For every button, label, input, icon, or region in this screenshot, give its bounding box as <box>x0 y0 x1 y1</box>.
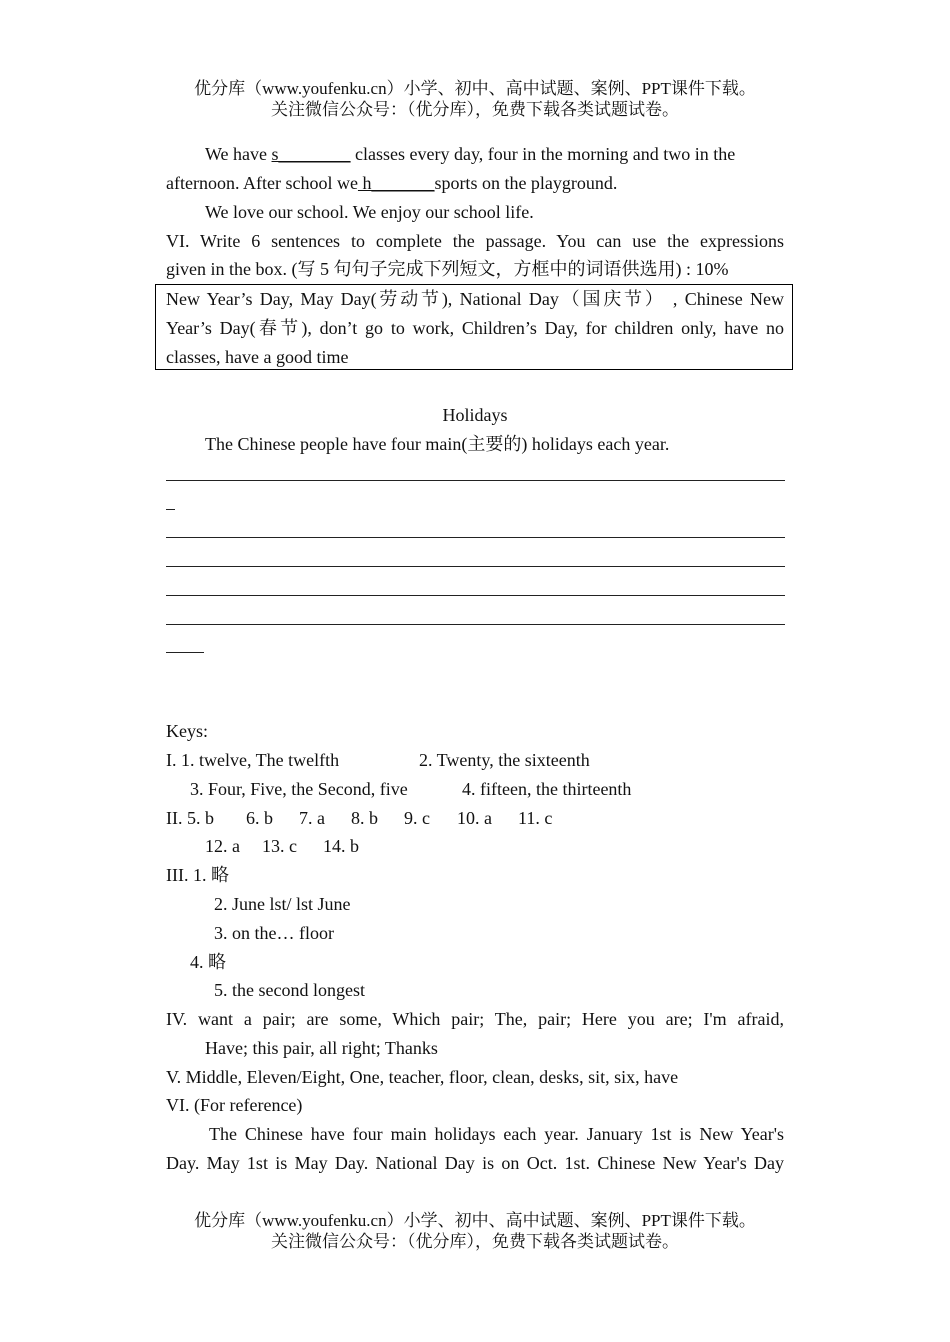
key-3-line-b: 2. June lst/ lst June <box>214 894 351 914</box>
passage-text: classes every day, four in the morning and two in the <box>350 144 736 164</box>
writing-line <box>166 509 175 510</box>
key-2-item: 14. b <box>323 836 359 856</box>
fill-blank-1: s________ <box>271 144 351 164</box>
key-2-item: II. 5. b <box>166 808 214 828</box>
passage-text: We have <box>205 144 272 164</box>
holidays-title: Holidays <box>442 405 508 425</box>
key-3-line-e: 5. the second longest <box>214 980 365 1000</box>
writing-line <box>166 595 785 596</box>
writing-line <box>166 480 785 481</box>
key-2-item: 13. c <box>262 836 297 856</box>
key-1-line-c: 3. Four, Five, the Second, five <box>190 779 408 799</box>
passage-line-3: We love our school. We enjoy our school life. <box>205 202 534 222</box>
passage-text: sports on the playground. <box>434 173 618 193</box>
key-1-line-b: 2. Twenty, the sixteenth <box>419 750 590 770</box>
section-6-instruction-line1: VI. Write 6 sentences to complete the passage. You can use the expressions <box>166 231 784 251</box>
writing-line <box>166 537 785 538</box>
passage-line-2 <box>166 171 617 195</box>
writing-line <box>166 566 785 567</box>
key-2-item: 7. a <box>299 808 325 828</box>
key-2-item: 8. b <box>351 808 378 828</box>
page-footer-line1: 优分库（www.youfenku.cn）小学、初中、高中试题、案例、PPT课件下载。 <box>194 1211 756 1230</box>
key-3-line-c: 3. on the… floor <box>214 923 334 943</box>
key-2-item: 6. b <box>246 808 273 828</box>
holidays-intro: The Chinese people have four main(主要的) holidays each year. <box>205 434 670 454</box>
passage-text: afternoon. After school we <box>166 173 358 193</box>
reference-line-1: The Chinese have four main holidays each year. January 1st is New Year's <box>209 1124 784 1144</box>
key-1-line-a: I. 1. twelve, The twelfth <box>166 750 340 770</box>
key-2-item: 9. c <box>404 808 430 828</box>
writing-line <box>166 652 204 653</box>
key-2-item: 10. a <box>457 808 492 828</box>
expression-box-line2: Year’s Day(春节), don’t go to work, Children’s Day, for children only, have no <box>166 318 784 338</box>
passage-line-1 <box>205 142 735 166</box>
page-header-line2: 关注微信公众号：（优分库），免费下载各类试题试卷。 <box>271 100 679 119</box>
key-1-line-d: 4. fifteen, the thirteenth <box>462 779 632 799</box>
fill-blank-2: h_______ <box>357 173 435 193</box>
page-footer-line2: 关注微信公众号：（优分库），免费下载各类试题试卷。 <box>271 1232 679 1251</box>
key-4-line-b: Have; this pair, all right; Thanks <box>205 1038 438 1058</box>
key-6-line: VI. (For reference) <box>166 1095 303 1115</box>
key-4-line-a: IV. want a pair; are some, Which pair; The, pair; Here you are; I'm afraid, <box>166 1009 784 1029</box>
key-3-line-d: 4. 略 <box>190 952 226 972</box>
writing-line <box>166 624 785 625</box>
key-3-line-a: III. 1. 略 <box>166 865 229 885</box>
key-5-line: V. Middle, Eleven/Eight, One, teacher, floor, clean, desks, sit, six, have <box>166 1067 679 1087</box>
key-2-item: 12. a <box>205 836 240 856</box>
reference-line-2: Day. May 1st is May Day. National Day is on Oct. 1st. Chinese New Year's Day <box>166 1153 784 1173</box>
keys-heading: Keys: <box>166 721 208 741</box>
expression-box-line1: New Year’s Day, May Day(劳动节), National Day（国庆节） , Chinese New <box>166 289 784 309</box>
expression-box-line3: classes, have a good time <box>166 347 349 367</box>
key-2-item: 11. c <box>518 808 553 828</box>
page-header-line1: 优分库（www.youfenku.cn）小学、初中、高中试题、案例、PPT课件下载。 <box>194 79 756 98</box>
section-6-instruction-line2: given in the box. (写 5 句句子完成下列短文，方框中的词语供选用) : 10% <box>166 259 729 279</box>
